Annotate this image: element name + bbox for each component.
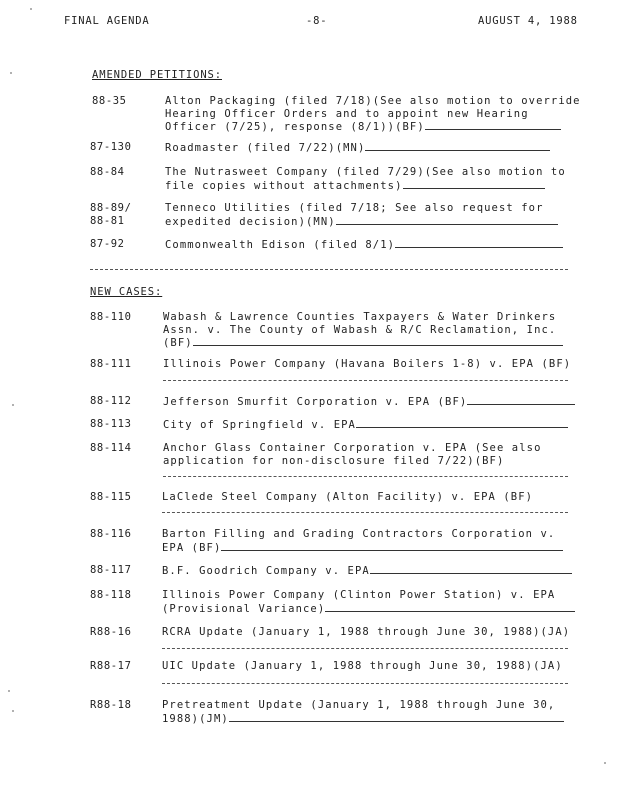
docket-number: R88-17 [90, 660, 132, 672]
fill-in-blank [425, 120, 561, 130]
item-description: Anchor Glass Container Corporation v. EPA (See also application for non-disclosure filed 7/22)(BF) [163, 442, 542, 467]
docket-number: 88-112 [90, 395, 132, 407]
header-date: AUGUST 4, 1988 [478, 15, 578, 27]
docket-number: 88-89/ 88-81 [90, 202, 132, 227]
fill-in-blank [162, 648, 568, 649]
docket-number: 87-92 [90, 238, 125, 250]
new-cases-title: NEW CASES: [90, 286, 163, 298]
item-description: Barton Filling and Grading Contractors Corporation v. EPA (BF) [162, 528, 563, 554]
scan-speck [604, 762, 606, 764]
scan-speck [10, 72, 12, 74]
scan-speck [8, 690, 10, 692]
item-description: Roadmaster (filed 7/22)(MN) [165, 141, 550, 155]
item-description: Jefferson Smurfit Corporation v. EPA (BF) [163, 395, 575, 409]
docket-number: R88-16 [90, 626, 132, 638]
item-description: Alton Packaging (filed 7/18)(See also motion to override Hearing Officer Orders and to appoint new Hearing Officer (7/25), response (8/1))(BF) [165, 95, 581, 133]
fill-in-blank [325, 602, 575, 612]
item-description: B.F. Goodrich Company v. EPA [162, 564, 572, 578]
docket-number: 88-110 [90, 311, 132, 323]
scan-speck [12, 710, 14, 712]
docket-number: 88-116 [90, 528, 132, 540]
fill-in-blank [162, 512, 568, 513]
fill-in-blank [395, 238, 563, 248]
fill-in-blank [370, 564, 572, 574]
docket-number: 87-130 [90, 141, 132, 153]
fill-in-blank [365, 141, 550, 151]
item-description: Illinois Power Company (Clinton Power Station) v. EPA (Provisional Variance) [162, 589, 575, 615]
docket-number: 88-118 [90, 589, 132, 601]
docket-number: 88-115 [90, 491, 132, 503]
docket-number: 88-114 [90, 442, 132, 454]
fill-in-blank [356, 418, 568, 428]
fill-in-blank [163, 476, 568, 477]
scan-speck [30, 8, 32, 10]
fill-in-blank [336, 215, 558, 225]
item-description: LaClede Steel Company (Alton Facility) v. EPA (BF) [162, 491, 534, 503]
fill-in-blank [221, 541, 563, 551]
amended-petitions-title: AMENDED PETITIONS: [92, 69, 222, 81]
page-number: -8- [306, 15, 328, 27]
item-description: Illinois Power Company (Havana Boilers 1-8) v. EPA (BF) [163, 358, 572, 370]
scan-speck [12, 404, 14, 406]
item-description: RCRA Update (January 1, 1988 through June 30, 1988)(JA) [162, 626, 571, 638]
item-description: Commonwealth Edison (filed 8/1) [165, 238, 563, 252]
item-description: UIC Update (January 1, 1988 through June 30, 1988)(JA) [162, 660, 563, 672]
docket-number: 88-111 [90, 358, 132, 370]
fill-in-blank [193, 336, 563, 346]
item-description: Tenneco Utilities (filed 7/18; See also request for expedited decision)(MN) [165, 202, 558, 228]
item-description: Wabash & Lawrence Counties Taxpayers & Water Drinkers Assn. v. The County of Wabash & R/C Reclamation, Inc. (BF) [163, 311, 563, 350]
fill-in-blank [162, 683, 568, 684]
fill-in-blank [229, 712, 564, 722]
item-description: Pretreatment Update (January 1, 1988 through June 30, 1988)(JM) [162, 699, 564, 725]
docket-number: 88-84 [90, 166, 125, 178]
item-description: City of Springfield v. EPA [163, 418, 568, 432]
fill-in-blank [403, 179, 545, 189]
section-divider [90, 269, 568, 270]
header-left: FINAL AGENDA [64, 15, 150, 27]
fill-in-blank [467, 395, 575, 405]
item-description: The Nutrasweet Company (filed 7/29)(See also motion to file copies without attachments) [165, 166, 566, 192]
docket-number: 88-117 [90, 564, 132, 576]
docket-number: R88-18 [90, 699, 132, 711]
docket-number: 88-113 [90, 418, 132, 430]
docket-number: 88-35 [92, 95, 127, 107]
fill-in-blank [163, 380, 568, 381]
